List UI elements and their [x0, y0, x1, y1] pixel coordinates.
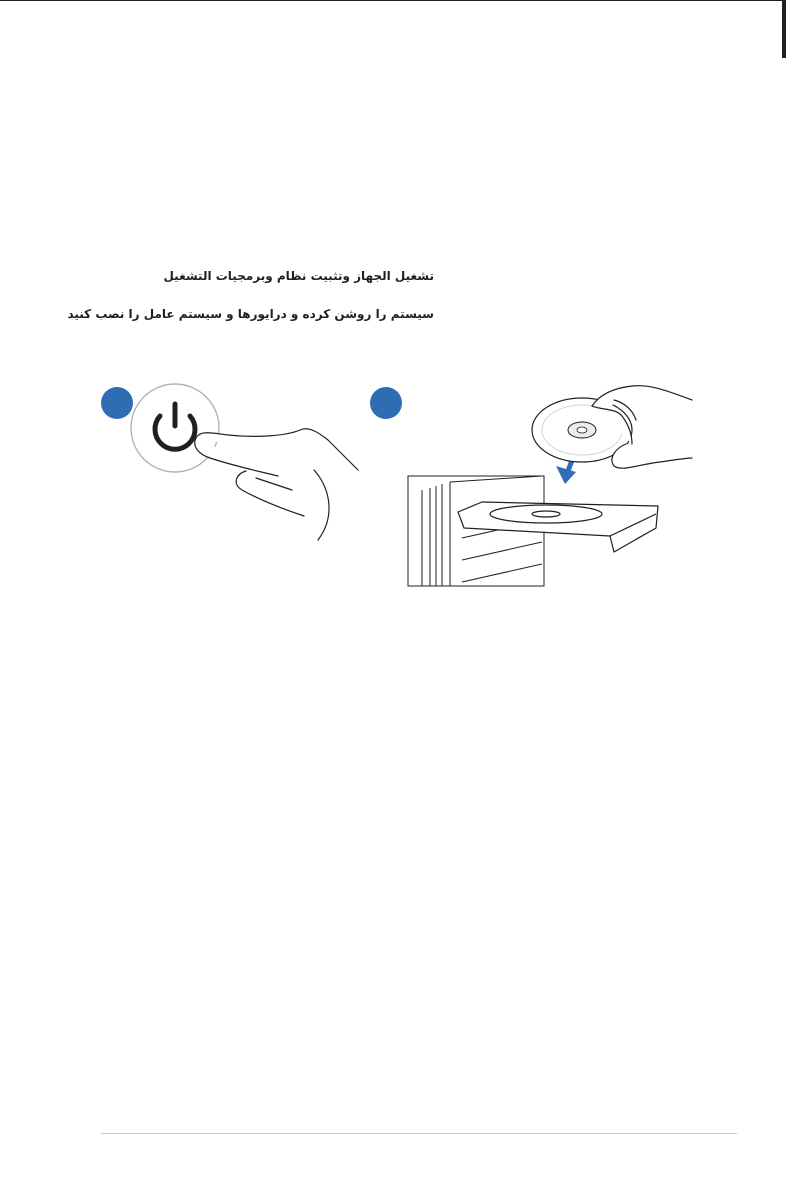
section-heading-persian: سیستم را روشن کرده و درایورها و سیستم عامل را نصب کنید: [67, 307, 434, 321]
page-edge-tab: [782, 0, 786, 58]
insert-arrow-head: [556, 466, 576, 484]
section-heading-arabic: تشغيل الجهاز وتثبيت نظام وبرمجيات التشغيل: [163, 269, 434, 283]
step-badge-2: [370, 387, 402, 419]
power-button-illustration: [96, 378, 366, 548]
footer-rule: [101, 1133, 737, 1134]
top-rule: [0, 0, 782, 1]
power-icon: [155, 404, 195, 449]
pressing-hand: [195, 429, 358, 540]
step-badge-1: [101, 387, 133, 419]
disc-insert-illustration: [370, 378, 700, 600]
